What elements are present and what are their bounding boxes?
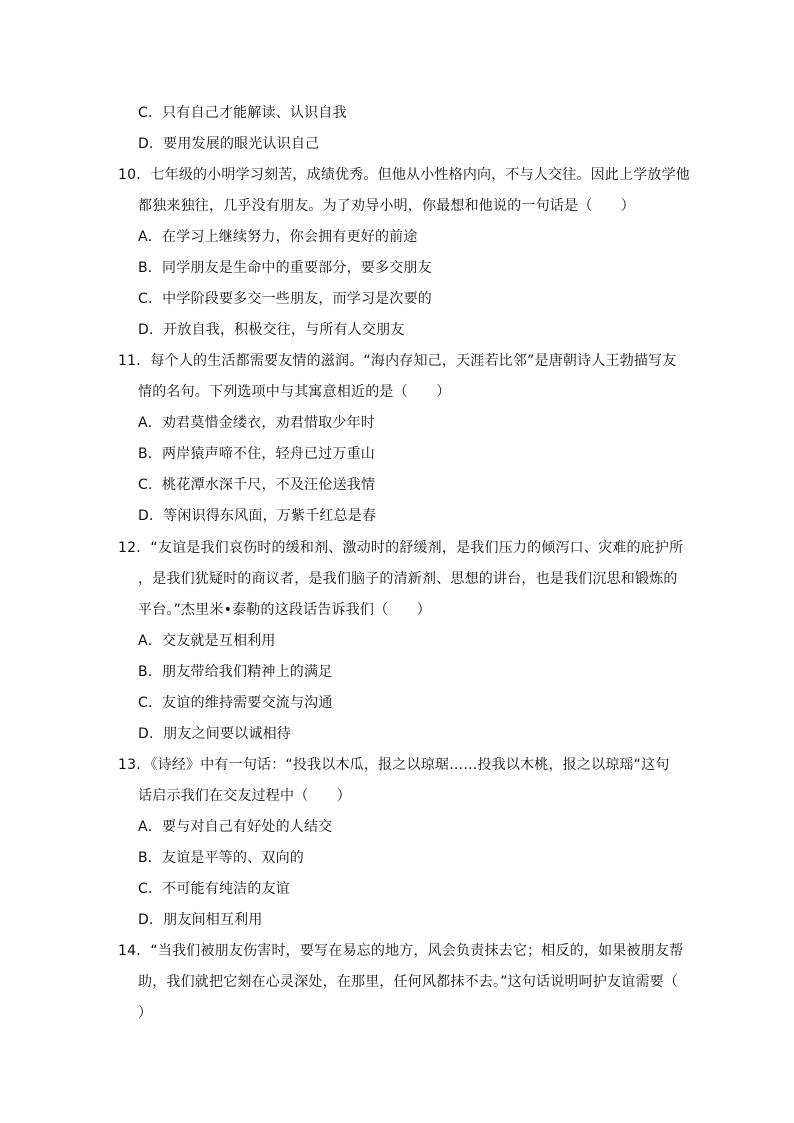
q14-stem-line-3: ） bbox=[138, 1005, 153, 1021]
q10-stem-line-1: 10．七年级的小明学习刻苦，成绩优秀。但他从小性格内向，不与人交往。因此上学放学他 bbox=[118, 167, 691, 183]
q14-stem-line-1: 14．“当我们被朋友伤害时，要写在易忘的地方，风会负责抹去它；相反的，如果被朋友帮 bbox=[118, 943, 684, 959]
q12-option-b: B．朋友带给我们精神上的满足 bbox=[138, 664, 333, 680]
q10-option-a: A．在学习上继续努力，你会拥有更好的前途 bbox=[138, 229, 418, 245]
q10-option-b: B．同学朋友是生命中的重要部分，要多交朋友 bbox=[138, 260, 432, 276]
q10-stem-line-2: 都独来独往，几乎没有朋友。为了劝导小明，你最想和他说的一句话是（ ） bbox=[138, 198, 635, 214]
q14-stem-line-2: 助，我们就把它刻在心灵深处，在那里，任何风都抹不去。”这句话说明呵护友谊需要（ bbox=[138, 974, 679, 990]
q10-option-d: D．开放自我，积极交往，与所有人交朋友 bbox=[138, 322, 405, 338]
q11-stem-line-2: 情的名句。下列选项中与其寓意相近的是（ ） bbox=[138, 384, 451, 400]
q13-option-a: A．要与对自己有好处的人结交 bbox=[138, 819, 333, 835]
q11-option-b: B．两岸猿声啼不住，轻舟已过万重山 bbox=[138, 446, 376, 462]
q13-option-b: B．友谊是平等的、双向的 bbox=[138, 850, 305, 866]
q11-option-a: A．劝君莫惜金缕衣，劝君惜取少年时 bbox=[138, 415, 375, 431]
q10-option-c: C．中学阶段要多交一些朋友，而学习是次要的 bbox=[138, 291, 432, 307]
q12-stem-line-1: 12．“友谊是我们哀伤时的缓和剂、激动时的舒缓剂，是我们压力的倾泻口、灾难的庇护所 bbox=[118, 540, 684, 556]
q13-option-c: C．不可能有纯洁的友谊 bbox=[138, 881, 290, 897]
q12-option-d: D．朋友之间要以诚相待 bbox=[138, 726, 291, 742]
q9-option-d: D．要用发展的眼光认识自己 bbox=[138, 136, 320, 152]
q13-option-d: D．朋友间相互利用 bbox=[138, 912, 263, 928]
q11-option-d: D．等闲识得东风面，万紫千红总是春 bbox=[138, 508, 377, 524]
q12-option-a: A．交友就是互相利用 bbox=[138, 633, 276, 649]
q9-option-c: C．只有自己才能解读、认识自我 bbox=[138, 105, 347, 121]
q11-option-c: C．桃花潭水深千尺，不及汪伦送我情 bbox=[138, 477, 376, 493]
q12-option-c: C．友谊的维持需要交流与沟通 bbox=[138, 695, 333, 711]
q12-stem-line-2: ，是我们犹疑时的商议者，是我们脑子的清新剂、思想的讲台，也是我们沉思和锻炼的 bbox=[138, 571, 678, 587]
q13-stem-line-2: 话启示我们在交友过程中（ ） bbox=[138, 788, 351, 804]
q12-stem-line-3: 平台。”杰里米•泰勒的这段话告诉我们（ ） bbox=[138, 602, 431, 618]
q11-stem-line-1: 11．每个人的生活都需要友情的滋润。“海内存知己，天涯若比邻”是唐朝诗人王勃描写友 bbox=[118, 353, 677, 369]
q13-stem-line-1: 13．《诗经》中有一句话：“投我以木瓜，报之以琼琚……投我以木桃，报之以琼瑶“这句 bbox=[118, 757, 670, 773]
